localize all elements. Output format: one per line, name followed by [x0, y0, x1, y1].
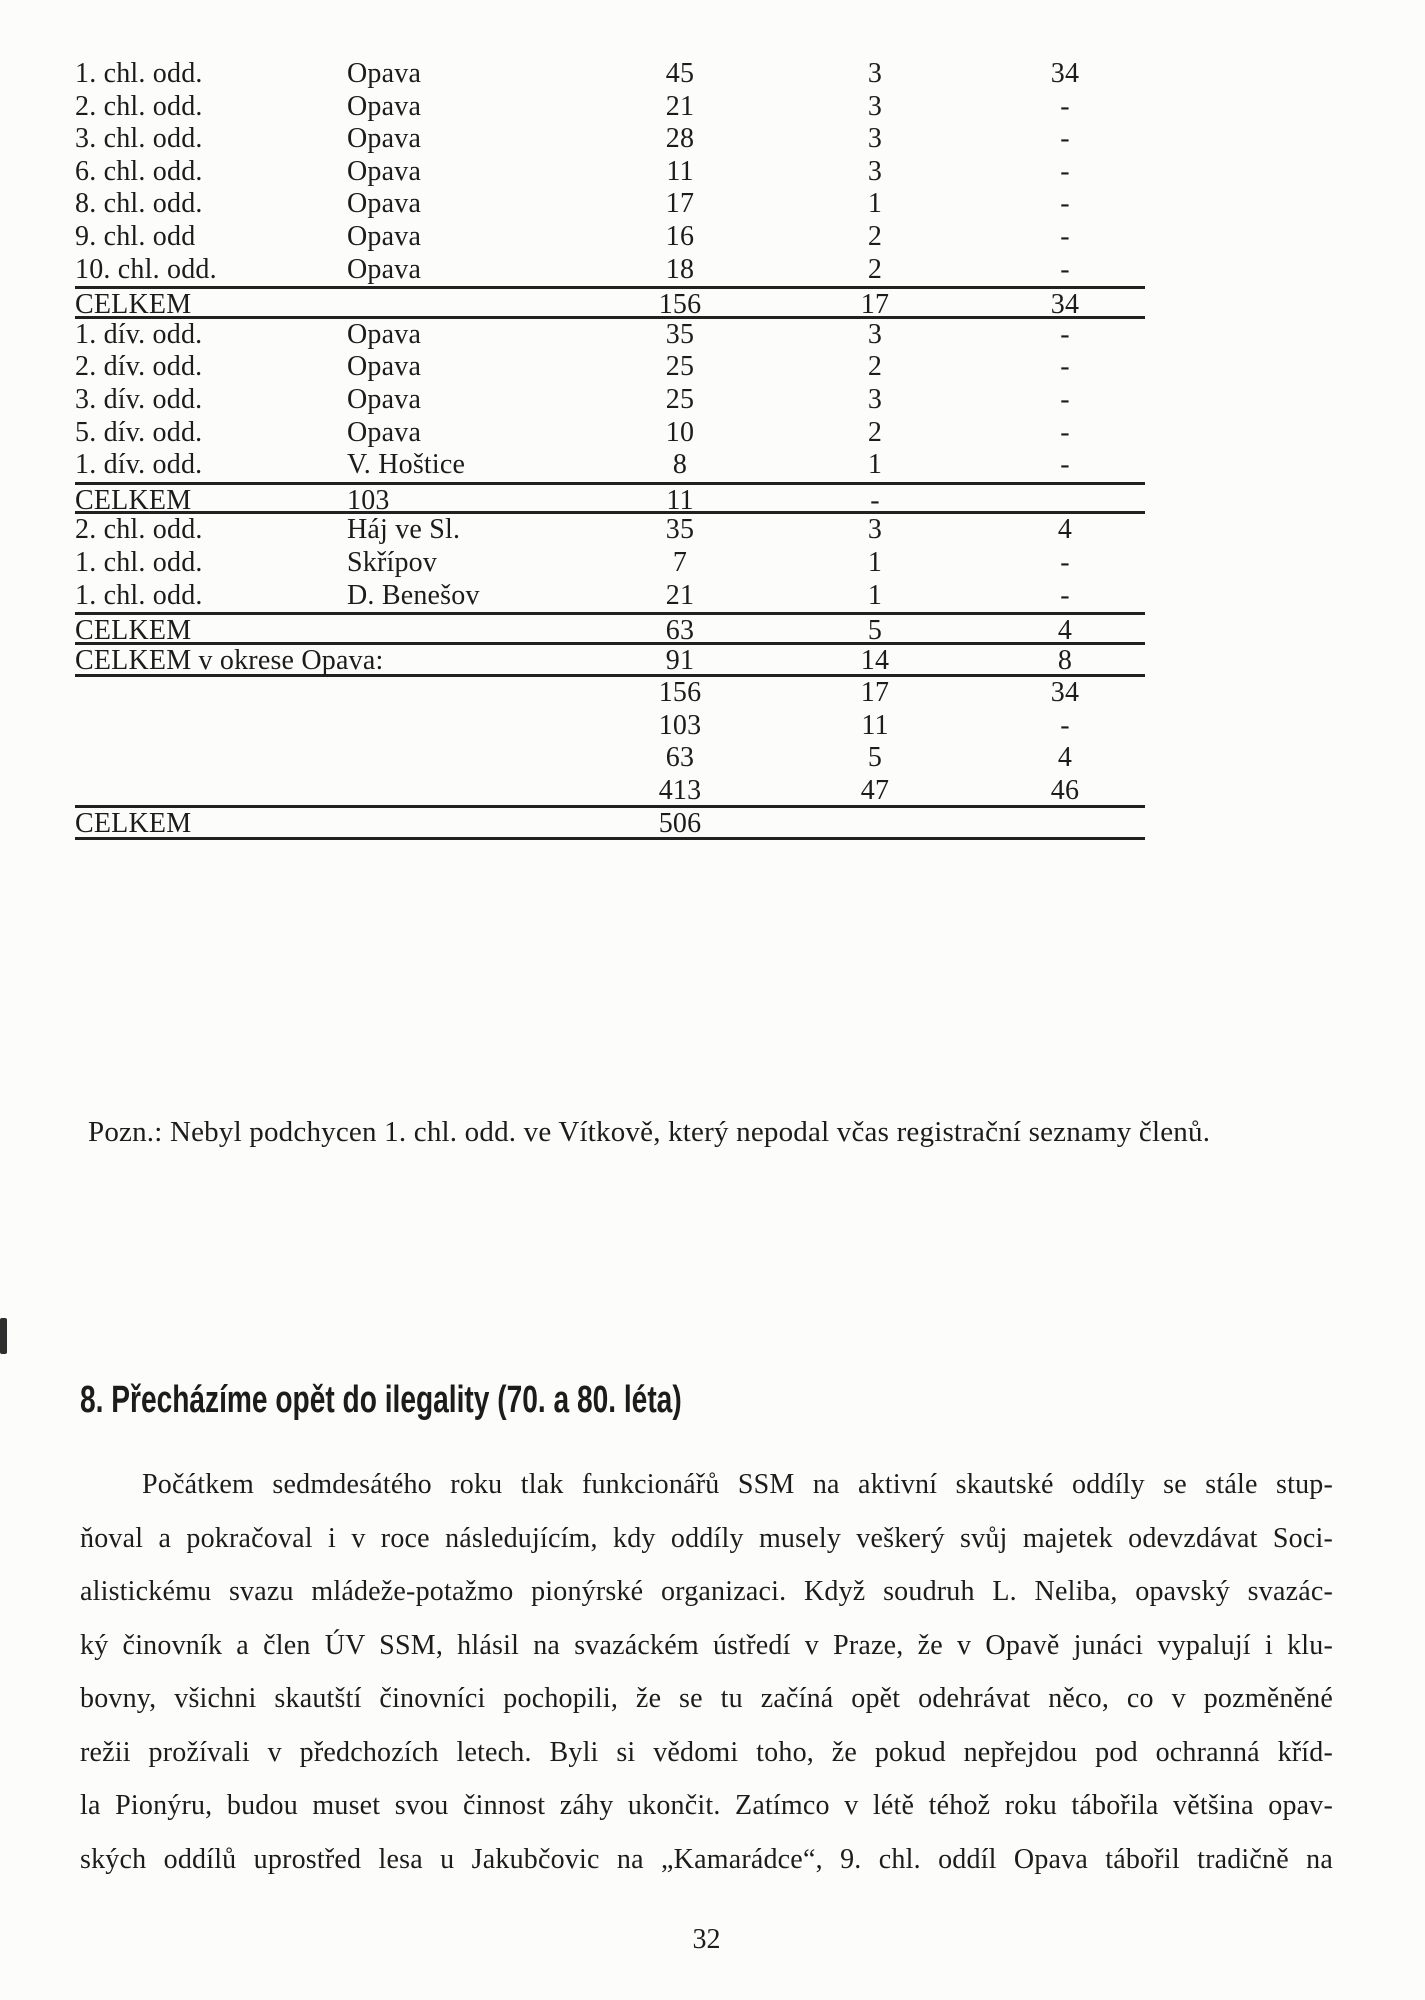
count-cell: - [1060, 449, 1070, 481]
members-table [75, 58, 1145, 840]
unit-cell: 1. dív. odd. [75, 318, 203, 350]
count-cell: 3 [867, 90, 883, 122]
total-label: CELKEM [75, 807, 192, 839]
table-row [75, 123, 1145, 156]
count-cell: 10 [665, 416, 695, 448]
count-cell: 156 [658, 289, 702, 321]
count-cell: 7 [672, 546, 688, 578]
count-cell: 34 [1050, 289, 1080, 321]
unit-cell: 1. chl. odd. [75, 579, 203, 611]
unit-cell: 3. dív. odd. [75, 383, 203, 415]
count-cell: 16 [665, 220, 695, 252]
paragraph-line: ských oddílů uprostřed lesa u Jakubčovic na „Kamarádce“, 9. chl. oddíl Opava tábořil tradičně na [80, 1843, 1333, 1875]
count-cell: 156 [658, 677, 702, 709]
unit-cell: 2. chl. odd. [75, 90, 203, 122]
total-label: CELKEM [75, 484, 192, 516]
count-cell: 63 [665, 742, 695, 774]
total-label: CELKEM v okrese Opava: [75, 644, 384, 676]
count-cell: 3 [867, 318, 883, 350]
table-row [75, 710, 1145, 743]
paragraph-line: la Pionýru, budou muset svou činnost záhy ukončit. Zatímco v létě téhož roku tábořila většina opav- [80, 1790, 1333, 1821]
count-cell: 3 [867, 155, 883, 187]
place-cell: Opava [347, 123, 422, 155]
count-cell: 2 [867, 253, 883, 285]
scan-artifact [0, 1318, 7, 1354]
count-cell: - [1060, 318, 1070, 350]
unit-cell: 2. chl. odd. [75, 514, 203, 546]
unit-cell: 8. chl. odd. [75, 188, 203, 220]
table-row [75, 188, 1145, 221]
count-cell: 3 [867, 58, 883, 89]
count-cell: - [1060, 416, 1070, 448]
count-cell: 21 [665, 579, 695, 611]
count-cell: - [1060, 351, 1070, 383]
count-cell: 103 [658, 709, 702, 741]
count-cell: 21 [665, 90, 695, 122]
table-row [75, 384, 1145, 417]
count-cell: 4 [1057, 742, 1073, 774]
count-cell: - [1060, 90, 1070, 122]
table-row [75, 156, 1145, 189]
table-row [75, 91, 1145, 124]
count-cell: 28 [665, 123, 695, 155]
total-label: CELKEM [75, 289, 192, 321]
table-row [75, 351, 1145, 384]
place-cell: Opava [347, 58, 422, 89]
count-cell: - [1060, 709, 1070, 741]
place-cell: D. Benešov [347, 579, 480, 611]
count-cell: 3 [867, 514, 883, 546]
page-number: 32 [692, 1924, 721, 1955]
table-row [75, 319, 1145, 352]
count-cell: 2 [867, 416, 883, 448]
table-row [75, 547, 1145, 580]
count-cell: 91 [665, 644, 695, 676]
count-cell: 63 [665, 615, 695, 647]
place-cell: Opava [347, 188, 422, 220]
count-cell: 17 [665, 188, 695, 220]
count-cell: 25 [665, 351, 695, 383]
count-cell: 34 [1050, 677, 1080, 709]
unit-cell: 1. chl. odd. [75, 58, 203, 89]
count-cell: 4 [1057, 615, 1073, 647]
unit-cell: 1. chl. odd. [75, 546, 203, 578]
count-cell: - [1060, 546, 1070, 578]
count-cell: - [1060, 155, 1070, 187]
count-cell: 8 [672, 449, 688, 481]
count-cell: 103 [347, 484, 390, 516]
count-cell: 413 [658, 775, 702, 807]
table-row [75, 677, 1145, 710]
count-cell: 34 [1050, 58, 1080, 89]
place-cell: V. Hoštice [347, 449, 466, 481]
total-label: CELKEM [75, 615, 192, 647]
place-cell: Opava [347, 253, 422, 285]
count-cell: - [1060, 253, 1070, 285]
count-cell: - [1060, 579, 1070, 611]
count-cell: 506 [658, 807, 702, 839]
count-cell: 18 [665, 253, 695, 285]
count-cell: 11 [861, 709, 889, 741]
table-row [75, 417, 1145, 450]
table-row [75, 580, 1145, 613]
paragraph-line: ký činovník a člen ÚV SSM, hlásil na svazáckém ústředí v Praze, že v Opavě junáci vypalují i klu- [80, 1629, 1333, 1661]
unit-cell: 3. chl. odd. [75, 123, 203, 155]
place-cell: Skřípov [347, 546, 438, 578]
table-total-row [75, 645, 1145, 678]
table-total-row [75, 808, 1145, 841]
count-cell: 1 [867, 579, 883, 611]
paragraph-line: ňoval a pokračoval i v roce následujícím, kdy oddíly musely veškerý svůj majetek odevzdávat Soci- [80, 1522, 1333, 1554]
count-cell: 35 [665, 514, 695, 546]
table-row [75, 449, 1145, 482]
table-row [75, 254, 1145, 287]
count-cell: 25 [665, 383, 695, 415]
paragraph-line: Počátkem sedmdesátého roku tlak funkcionářů SSM na aktivní skautské oddíly se stále stup- [142, 1469, 1333, 1500]
count-cell: 8 [1057, 644, 1073, 676]
count-cell: - [1060, 383, 1070, 415]
unit-cell: 10. chl. odd. [75, 253, 217, 285]
count-cell: 47 [860, 775, 890, 807]
table-row [75, 221, 1145, 254]
place-cell: Opava [347, 90, 422, 122]
count-cell: 11 [666, 155, 694, 187]
count-cell: 35 [665, 318, 695, 350]
place-cell: Opava [347, 383, 422, 415]
count-cell: - [1060, 188, 1070, 220]
table-row [75, 775, 1145, 808]
count-cell: 14 [860, 644, 890, 676]
count-cell: 46 [1050, 775, 1080, 807]
count-cell: 2 [867, 220, 883, 252]
paragraph-line: alistickému svazu mládeže-potažmo pionýrské organizaci. Když soudruh L. Neliba, opavský svazác- [80, 1576, 1333, 1607]
unit-cell: 1. dív. odd. [75, 449, 203, 481]
count-cell: 4 [1057, 514, 1073, 546]
count-cell: 2 [867, 351, 883, 383]
count-cell: 3 [867, 383, 883, 415]
count-cell: 11 [666, 484, 694, 516]
paragraph-line: režii prožívali v předchozích letech. Byli si vědomi toho, že pokud nepřejdou pod ochranná kříd- [80, 1736, 1333, 1768]
unit-cell: 5. dív. odd. [75, 416, 203, 448]
body-paragraph [80, 1458, 1333, 1886]
place-cell: Háj ve Sl. [347, 514, 461, 546]
table-total-row [75, 286, 1145, 319]
table-row [75, 58, 1145, 91]
count-cell: 17 [860, 289, 890, 321]
section-heading: 8. Přecházíme opět do ilegality (70. a 80. léta) [80, 1379, 682, 1421]
table-row [75, 514, 1145, 547]
paragraph-line: bovny, všichni skautští činovníci pochopili, že se tu začíná opět odehrávat něco, co v pozměněné [80, 1683, 1333, 1714]
place-cell: Opava [347, 416, 422, 448]
count-cell: - [870, 484, 880, 516]
table-row [75, 742, 1145, 775]
table-total-row [75, 482, 1145, 515]
count-cell: 1 [867, 546, 883, 578]
count-cell: 5 [867, 742, 883, 774]
unit-cell: 2. dív. odd. [75, 351, 203, 383]
footnote: Pozn.: Nebyl podchycen 1. chl. odd. ve Vítkově, který nepodal včas registrační seznamy členů. [88, 1116, 1211, 1148]
unit-cell: 9. chl. odd [75, 220, 196, 252]
count-cell: 45 [665, 58, 695, 89]
place-cell: Opava [347, 351, 422, 383]
count-cell: 3 [867, 123, 883, 155]
place-cell: Opava [347, 220, 422, 252]
table-total-row [75, 612, 1145, 645]
count-cell: - [1060, 123, 1070, 155]
count-cell: 17 [860, 677, 890, 709]
count-cell: 5 [867, 615, 883, 647]
place-cell: Opava [347, 318, 422, 350]
count-cell: 1 [867, 188, 883, 220]
unit-cell: 6. chl. odd. [75, 155, 203, 187]
place-cell: Opava [347, 155, 422, 187]
count-cell: 1 [867, 449, 883, 481]
count-cell: - [1060, 220, 1070, 252]
